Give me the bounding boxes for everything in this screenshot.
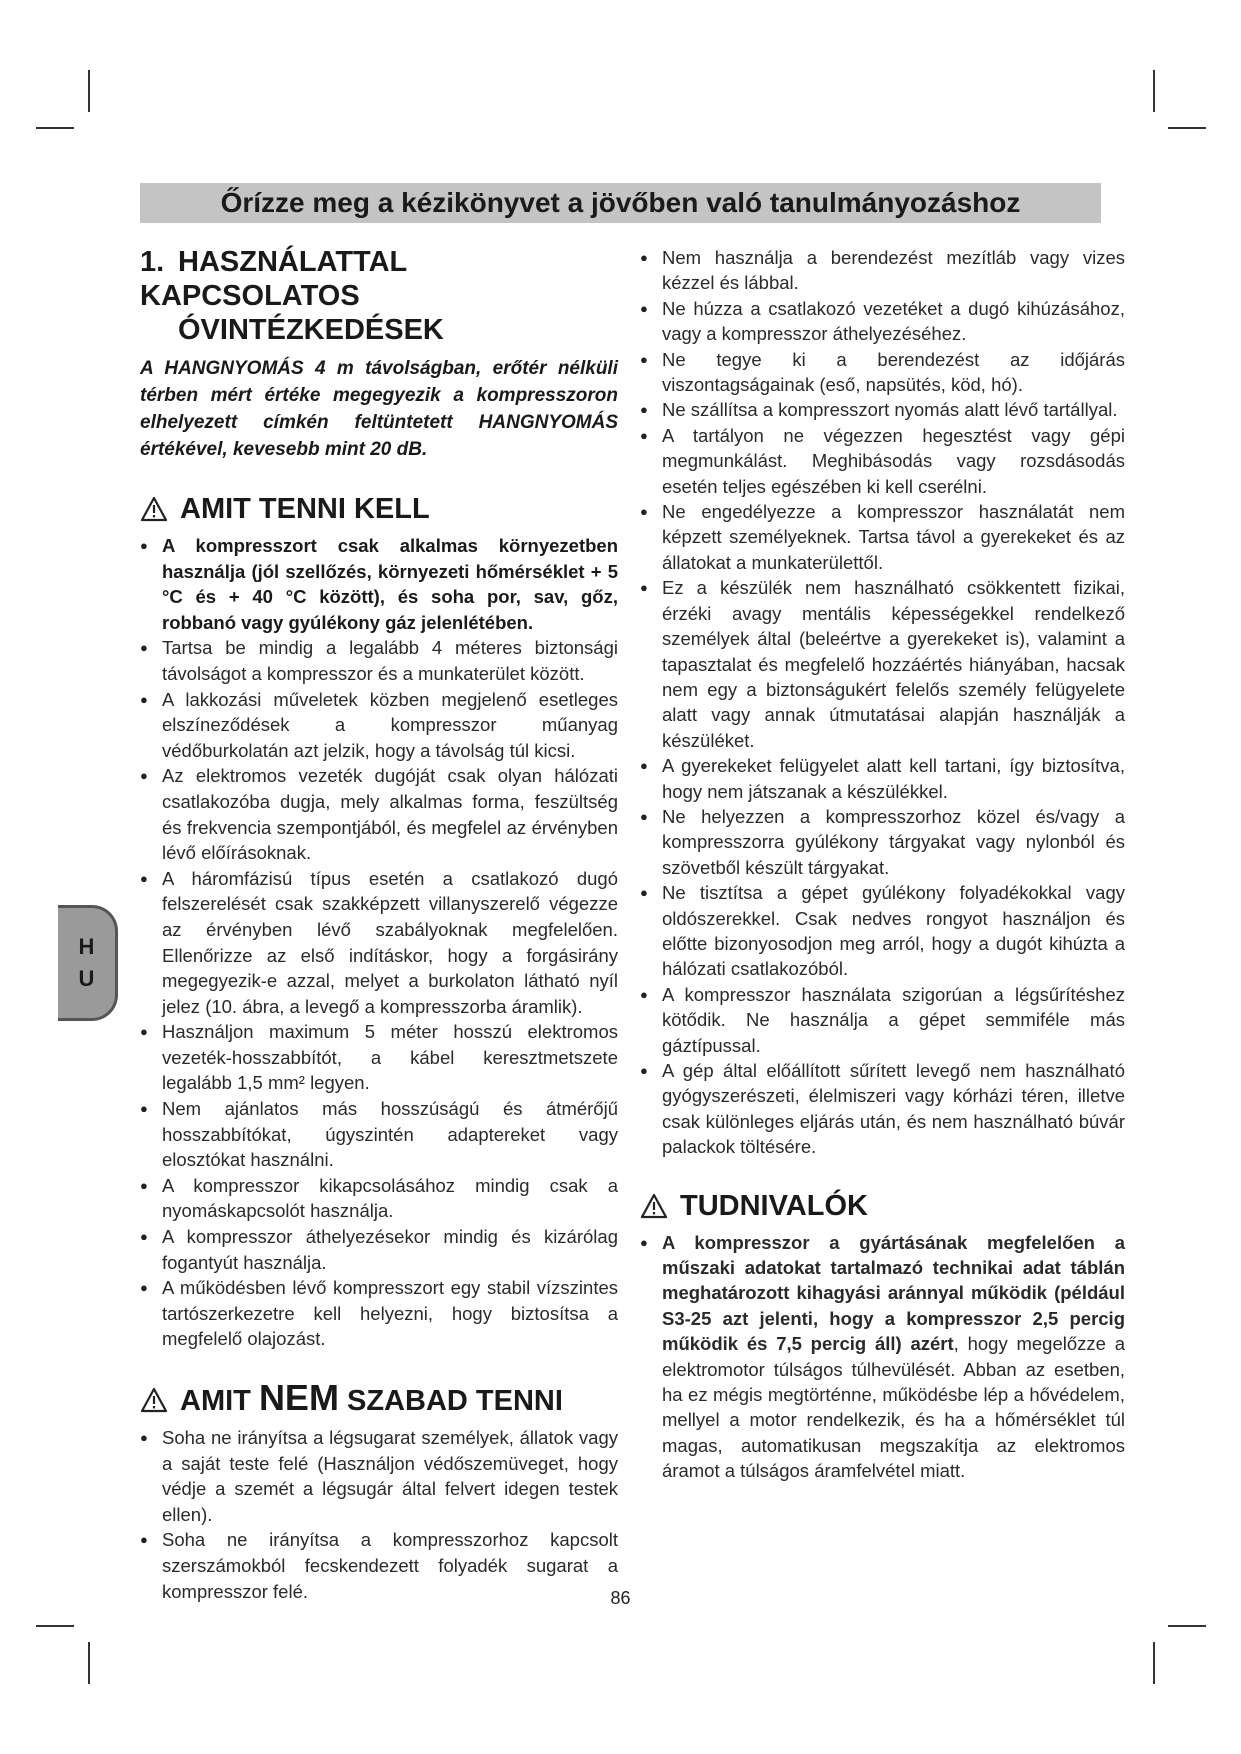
list-item: ● A tartályon ne végezzen hegesztést vagy gépi megmunkálást. Meghibásodás vagy rozsdásodás esetén teljes egészében ki kell cserélni.	[640, 423, 1125, 499]
list-item: ● A kompresszor kikapcsolásához mindig csak a nyomáskapcsolót használja.	[140, 1173, 618, 1224]
list-item: ● Ne szállítsa a kompresszort nyomás alatt lévő tartállyal.	[640, 397, 1125, 422]
crop-mark	[1153, 1642, 1155, 1684]
list-item: ● Ez a készülék nem használható csökkentett fizikai, érzéki avagy mentális képességekkel rendelkező személyek által (beleértve a gyerekeket is), valamint a tapasztalat és megfelelő hozzáértés hiányában, hacsak nem egy a biztonságukért felelős személy felügyelete alatt vagy annak útmutatásai alapján használják a készüléket.	[640, 575, 1125, 753]
do-heading	[140, 491, 618, 527]
info-heading	[640, 1188, 1125, 1224]
dont-list-left	[140, 1425, 618, 1604]
list-item: ● Soha ne irányítsa a kompresszorhoz kapcsolt szerszámokból fecskendezett folyadék sugarat a kompresszor felé.	[140, 1527, 618, 1604]
info-title: TUDNIVALÓK	[680, 1189, 868, 1222]
do-title: AMIT TENNI KELL	[180, 493, 430, 525]
list-item	[640, 1230, 1125, 1484]
language-tab-letter: H	[78, 934, 95, 959]
do-list	[140, 533, 618, 1352]
list-item: ● A működésben lévő kompresszort egy stabil vízszintes tartószerkezetre kell helyezni, hogy biztosítsa a megfelelő olajozást.	[140, 1275, 618, 1352]
list-item: ● A gép által előállított sűrített levegő nem használható gyógyszerészeti, élelmiszeri vagy kórházi téren, illetve csak különleges eljárás után, és nem használható búvár palackok töltésére.	[640, 1058, 1125, 1160]
crop-mark	[1168, 127, 1206, 129]
warning-triangle-icon	[140, 496, 168, 522]
list-item: ● Nem ajánlatos más hosszúságú és átmérőjű hosszabbítókat, úgyszintén adaptereket vagy elosztókat használni.	[140, 1096, 618, 1173]
list-item: ● A lakkozási műveletek közben megjelenő esetleges elszíneződések a kompresszor műanyag védőburkolatán azt jelzik, hogy a távolság túl kicsi.	[140, 687, 618, 764]
right-column	[640, 245, 1125, 1484]
page-banner: Őrízze meg a kézikönyvet a jövőben való tanulmányozáshoz	[140, 183, 1101, 223]
warning-triangle-icon	[640, 1193, 668, 1219]
dont-heading	[140, 1377, 618, 1419]
sound-pressure-note: A HANGNYOMÁS 4 m távolságban, erőtér nélküli térben mért értéke megegyezik a kompresszoron elhelyezett címkén feltüntetett HANGNYOMÁS értékével, kevesebb mint 20 dB.	[140, 358, 618, 460]
language-tab	[58, 905, 118, 1021]
list-item: ● Ne tisztítsa a gépet gyúlékony folyadékokkal vagy oldószerekkel. Csak nedves rongyot használjon és előtte bizonyosodjon meg arról, hogy a dugót kihúzta a hálózati csatlakozóból.	[640, 880, 1125, 982]
dont-list-right	[640, 245, 1125, 1160]
info-list	[640, 1230, 1125, 1484]
info-normal-text: , hogy megelőzze a elektromotor túlságos túlhevülését. Abban az esetben, ha ez mégis megtörténne, működésbe lép a hővédelem, mellyel a motor rendelkezik, és ha a hőmérséklet túl magas, automatikusan megszakítja az elektromos áramot a túlságos áramfelvétel miatt.	[662, 1333, 1125, 1482]
crop-mark	[1153, 70, 1155, 112]
crop-mark	[88, 1642, 90, 1684]
list-item: ● Ne engedélyezze a kompresszor használatát nem képzett személyeknek. Tartsa távol a gyerekeket és az állatokat a munkaterülettől.	[640, 499, 1125, 575]
left-column	[140, 245, 618, 1604]
crop-mark	[36, 1625, 74, 1627]
section-heading	[140, 245, 618, 347]
section-title-line1: HASZNÁLATTAL KAPCSOLATOS	[140, 246, 407, 312]
list-item: ● Használjon maximum 5 méter hosszú elektromos vezeték-hosszabbítót, a kábel keresztmetszete legalább 1,5 mm² legyen.	[140, 1019, 618, 1096]
list-item: ● A kompresszor használata szigorúan a légsűrítéshez kötődik. Ne használja a gépet semmiféle más gáztípussal.	[640, 982, 1125, 1058]
list-item: ● A gyerekeket felügyelet alatt kell tartani, így biztosítva, hogy nem játszanak a készülékkel.	[640, 753, 1125, 804]
crop-mark	[88, 70, 90, 112]
crop-mark	[36, 127, 74, 129]
list-item: ● Ne húzza a csatlakozó vezetéket a dugó kihúzásához, vagy a kompresszor áthelyezéséhez.	[640, 296, 1125, 347]
list-item: ● Ne helyezzen a kompresszorhoz közel és/vagy a kompresszorra gyúlékony tárgyakat vagy nylonból és szövetből készült tárgyakat.	[640, 804, 1125, 880]
list-item: ● Az elektromos vezeték dugóját csak olyan hálózati csatlakozóba dugja, mely alkalmas forma, feszültség és frekvencia szempontjából, és megfelel az érvényben lévő előírásoknak.	[140, 763, 618, 865]
list-item: ● A kompresszort csak alkalmas környezetben használja (jól szellőzés, környezeti hőmérséklet + 5 °C és + 40 °C között), és soha por, sav, gőz, robbanó vagy gyúlékony gáz jelenlétében.	[140, 533, 618, 635]
list-item: ● Soha ne irányítsa a légsugarat személyek, állatok vagy a saját teste felé (Használjon védőszemüveget, hogy védje a szemét a légsugár által felvert idegen testek ellen).	[140, 1425, 618, 1527]
warning-triangle-icon	[140, 1387, 168, 1413]
list-item: ● A háromfázisú típus esetén a csatlakozó dugó felszerelését csak szakképzett villanyszerelő végezze az érvényben lévő szabályoknak megfelelően. Ellenőrizze az első indításkor, hogy a forgásirány megegyezik-e azzal, melyet a burkolaton látható nyíl jelez (10. ábra, a levegő a kompresszorba áramlik).	[140, 866, 618, 1020]
page-number: 86	[610, 1588, 631, 1608]
crop-mark	[1168, 1625, 1206, 1627]
list-item: ● Ne tegye ki a berendezést az időjárás viszontagságainak (eső, napsütés, köd, hó).	[640, 347, 1125, 398]
section-number: 1.	[140, 246, 165, 278]
list-item: ● Nem használja a berendezést mezítláb vagy vizes kézzel és lábbal.	[640, 245, 1125, 296]
list-item: ● A kompresszor áthelyezésekor mindig és kizárólag fogantyút használja.	[140, 1224, 618, 1275]
language-tab-letter: U	[78, 966, 95, 991]
list-item: ● Tartsa be mindig a legalább 4 méteres biztonsági távolságot a kompresszor és a munkaterület között.	[140, 635, 618, 686]
section-title-line2: ÓVINTÉZKEDÉSEK	[178, 314, 444, 346]
dont-title: AMIT NEM SZABAD TENNI	[180, 1377, 563, 1418]
info-bold-text: A kompresszor a gyártásának megfelelően a műszaki adatokat tartalmazó technikai adat táblán meghatározott kihagyási aránnyal működik (például S3-25 azt jelenti, hogy a kompresszor 2,5 percig működik és 7,5 percig áll) azért	[662, 1231, 1125, 1355]
